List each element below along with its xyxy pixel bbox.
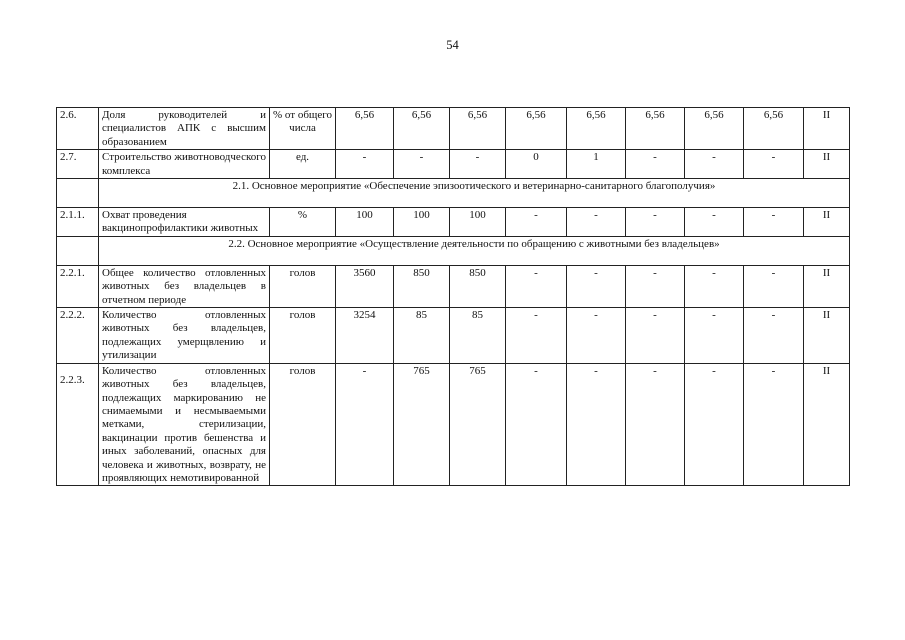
value-cell: - — [685, 265, 744, 307]
section-title: 2.1. Основное мероприятие «Обеспечение эпизоотического и ветеринарно-санитарного благополучия» — [99, 179, 850, 208]
value-cell: - — [567, 308, 626, 364]
unit: % — [270, 208, 336, 237]
value-cell: 85 — [394, 308, 450, 364]
value-cell: 850 — [450, 265, 506, 307]
value-cell: 100 — [450, 208, 506, 237]
value-cell: - — [744, 208, 804, 237]
value-cell: 1 — [567, 150, 626, 179]
table-row — [57, 108, 850, 150]
value-cell: - — [506, 363, 567, 486]
value-cell: - — [506, 265, 567, 307]
value-cell: - — [626, 150, 685, 179]
value-cell: - — [506, 208, 567, 237]
value-cell: - — [685, 308, 744, 364]
mark-cell: II — [804, 108, 850, 150]
value-cell: - — [394, 150, 450, 179]
value-cell: - — [744, 265, 804, 307]
value-cell: - — [626, 265, 685, 307]
mark-cell: II — [804, 308, 850, 364]
value-cell: - — [506, 308, 567, 364]
value-cell: - — [626, 208, 685, 237]
value-cell: - — [567, 363, 626, 486]
value-cell: 6,56 — [506, 108, 567, 150]
value-cell: 6,56 — [685, 108, 744, 150]
indicator-name: Количество отловленных животных без владельцев, подлежащих маркированию не снимаемыми и несмываемыми метками, стерилизации, вакцинации против бешенства и иных заболеваний, опасных для человека и животных, возврату, не проявляющих немотивированной — [99, 363, 270, 486]
value-cell: - — [626, 308, 685, 364]
row-number: 2.2.1. — [57, 265, 99, 307]
value-cell: 100 — [394, 208, 450, 237]
value-cell: 765 — [394, 363, 450, 486]
mark-cell: II — [804, 208, 850, 237]
value-cell: - — [626, 363, 685, 486]
table-row — [57, 363, 850, 486]
row-number: 2.2.2. — [57, 308, 99, 364]
value-cell: 6,56 — [626, 108, 685, 150]
value-cell: - — [744, 150, 804, 179]
value-cell: 6,56 — [744, 108, 804, 150]
mark-cell: II — [804, 150, 850, 179]
section-row — [57, 179, 850, 208]
unit: голов — [270, 308, 336, 364]
value-cell: 3254 — [336, 308, 394, 364]
section-number-cell — [57, 179, 99, 208]
indicator-name: Общее количество отловленных животных без владельцев в отчетном периоде — [99, 265, 270, 307]
value-cell: - — [685, 363, 744, 486]
row-number: 2.7. — [57, 150, 99, 179]
unit: % от общего числа — [270, 108, 336, 150]
value-cell: 765 — [450, 363, 506, 486]
value-cell: - — [744, 363, 804, 486]
value-cell: - — [567, 208, 626, 237]
value-cell: - — [336, 363, 394, 486]
page-number: 54 — [446, 38, 459, 52]
indicators-table — [56, 107, 850, 486]
mark-cell: II — [804, 265, 850, 307]
table-row — [57, 308, 850, 364]
unit: голов — [270, 363, 336, 486]
value-cell: 850 — [394, 265, 450, 307]
value-cell: - — [685, 208, 744, 237]
row-number: 2.2.3. — [57, 363, 99, 486]
value-cell: 3560 — [336, 265, 394, 307]
value-cell: 85 — [450, 308, 506, 364]
value-cell: - — [567, 265, 626, 307]
section-row — [57, 236, 850, 265]
indicator-name: Доля руководителей и специалистов АПК с высшим образованием — [99, 108, 270, 150]
value-cell: - — [744, 308, 804, 364]
section-number-cell — [57, 236, 99, 265]
indicator-name: Количество отловленных животных без владельцев, подлежащих умерщвлению и утилизации — [99, 308, 270, 364]
table-row — [57, 265, 850, 307]
value-cell: - — [336, 150, 394, 179]
indicator-name: Строительство животноводческого комплекса — [99, 150, 270, 179]
value-cell: 6,56 — [336, 108, 394, 150]
mark-cell: II — [804, 363, 850, 486]
value-cell: 0 — [506, 150, 567, 179]
table-row — [57, 150, 850, 179]
value-cell: - — [685, 150, 744, 179]
row-number: 2.1.1. — [57, 208, 99, 237]
value-cell: 100 — [336, 208, 394, 237]
section-title: 2.2. Основное мероприятие «Осуществление деятельности по обращению с животными без владельцев» — [99, 236, 850, 265]
value-cell: 6,56 — [394, 108, 450, 150]
value-cell: 6,56 — [567, 108, 626, 150]
value-cell: 6,56 — [450, 108, 506, 150]
value-cell: - — [450, 150, 506, 179]
unit: ед. — [270, 150, 336, 179]
table-row — [57, 208, 850, 237]
unit: голов — [270, 265, 336, 307]
row-number: 2.6. — [57, 108, 99, 150]
indicator-name: Охват проведения вакцинопрофилактики животных — [99, 208, 270, 237]
